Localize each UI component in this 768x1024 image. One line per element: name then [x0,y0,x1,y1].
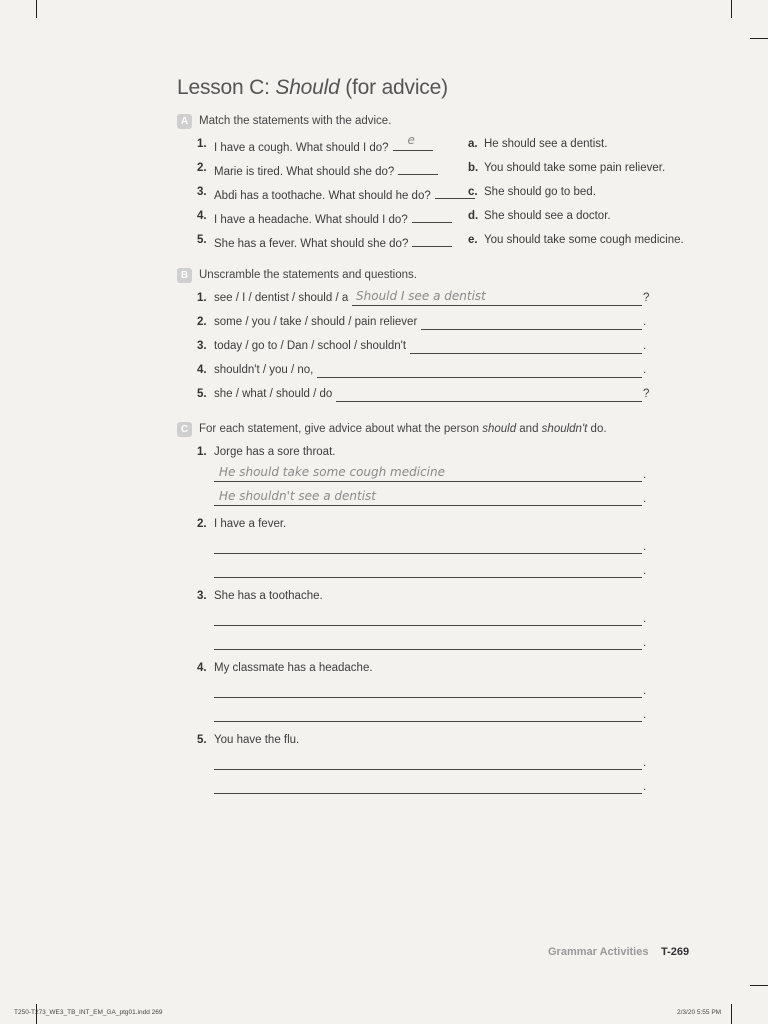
statement-text: She has a fever. What should she do? [214,238,409,250]
answer-line[interactable] [352,305,642,306]
item-number: 4. [197,364,207,376]
instr-c-post: do. [587,423,607,435]
crop-mark [731,1004,732,1024]
crop-mark [731,0,732,18]
end-punctuation: . [643,469,647,481]
slug-left: T250-T273_WE3_TB_INT_EM_GA_ptg01.indd 269 [14,1009,163,1016]
item-number: 5. [197,734,207,746]
item-number: 3. [197,590,207,602]
item-number: 2. [197,316,207,328]
answer-line[interactable] [214,721,642,722]
answer-line[interactable] [214,505,642,506]
answer-line[interactable] [421,329,642,330]
section-a-instruction: Match the statements with the advice. [199,115,392,127]
handwritten-answer: Should I see a dentist [356,289,486,303]
answer-line[interactable] [410,353,642,354]
instr-c-mid: and [516,423,542,435]
item-number: 5. [197,234,207,246]
option-letter: d. [468,210,479,222]
statement-text: Marie is tired. What should she do? [214,166,395,178]
statement-text: I have a cough. What should I do? [214,142,389,154]
statement [214,133,433,154]
scrambled-words: today / go to / Dan / school / shouldn't [214,340,407,352]
crop-mark [750,985,768,986]
instr-c-pre: For each statement, give advice about what the person [199,423,483,435]
end-punctuation: ? [643,388,650,400]
option-text: You should take some pain reliever. [484,162,666,174]
end-punctuation: ? [643,292,650,304]
page-title [177,76,448,100]
section-c-instruction [199,423,607,435]
scrambled-words: shouldn't / you / no, [214,364,314,376]
statement [214,210,452,226]
option-letter: c. [468,186,478,198]
scrambled-words: see / I / dentist / should / a [214,292,349,304]
option-text: She should go to bed. [484,186,596,198]
item-number: 5. [197,388,207,400]
title-prefix: Lesson C: [177,76,276,99]
section-b-instruction: Unscramble the statements and questions. [199,269,417,281]
title-italic: Should [275,76,340,99]
answer-line[interactable] [214,625,642,626]
answer-line[interactable] [317,377,642,378]
end-punctuation: . [643,757,647,769]
slug-right: 2/3/20 5:55 PM [677,1009,722,1016]
option-letter: b. [468,162,479,174]
option-text: He should see a dentist. [484,138,608,150]
item-number: 3. [197,186,207,198]
item-number: 2. [197,162,207,174]
item-number: 1. [197,292,207,304]
answer-line[interactable] [214,697,642,698]
statement-text: I have a headache. What should I do? [214,214,408,226]
end-punctuation: . [643,541,647,553]
scrambled-words: she / what / should / do [214,388,333,400]
item-number: 4. [197,662,207,674]
title-suffix: (for advice) [339,76,448,99]
statement [214,234,452,250]
end-punctuation: . [643,709,647,721]
option-text: She should see a doctor. [484,210,611,222]
answer-line[interactable] [214,649,642,650]
answer-blank[interactable] [398,162,438,175]
handwritten-answer: e [407,133,415,147]
item-number: 1. [197,138,207,150]
option-text: You should take some cough medicine. [484,234,684,246]
statement [214,186,475,202]
option-letter: a. [468,138,478,150]
statement-text: Abdi has a toothache. What should he do? [214,190,431,202]
end-punctuation: . [643,364,647,376]
answer-line[interactable] [336,401,642,402]
option-letter: e. [468,234,478,246]
handwritten-answer: He shouldn't see a dentist [219,489,377,503]
end-punctuation: . [643,493,647,505]
section-b-badge: B [177,268,192,283]
answer-blank[interactable] [412,234,452,247]
instr-c-shouldnt: shouldn't [541,423,588,435]
answer-line[interactable] [214,769,642,770]
handwritten-answer: He should take some cough medicine [219,465,446,479]
answer-line[interactable] [214,553,642,554]
answer-line[interactable] [214,793,642,794]
section-c-badge: C [177,422,192,437]
prompt-statement: My classmate has a headache. [214,662,373,674]
end-punctuation: . [643,613,647,625]
scrambled-words: some / you / take / should / pain reliever [214,316,418,328]
item-number: 2. [197,518,207,530]
footer-title: Grammar Activities [548,946,649,958]
answer-line[interactable] [214,481,642,482]
end-punctuation: . [643,637,647,649]
answer-blank[interactable] [412,210,452,223]
answer-line[interactable] [214,577,642,578]
end-punctuation: . [643,685,647,697]
instr-c-should: should [482,423,517,435]
crop-mark [36,0,37,18]
page-number: T-269 [661,946,690,958]
answer-blank[interactable] [393,133,433,151]
end-punctuation: . [643,565,647,577]
end-punctuation: . [643,340,647,352]
statement [214,162,438,178]
item-number: 4. [197,210,207,222]
end-punctuation: . [643,781,647,793]
end-punctuation: . [643,316,647,328]
section-a-badge: A [177,114,192,129]
prompt-statement: Jorge has a sore throat. [214,446,336,458]
item-number: 1. [197,446,207,458]
crop-mark [750,38,768,39]
prompt-statement: You have the flu. [214,734,300,746]
prompt-statement: She has a toothache. [214,590,323,602]
item-number: 3. [197,340,207,352]
prompt-statement: I have a fever. [214,518,287,530]
